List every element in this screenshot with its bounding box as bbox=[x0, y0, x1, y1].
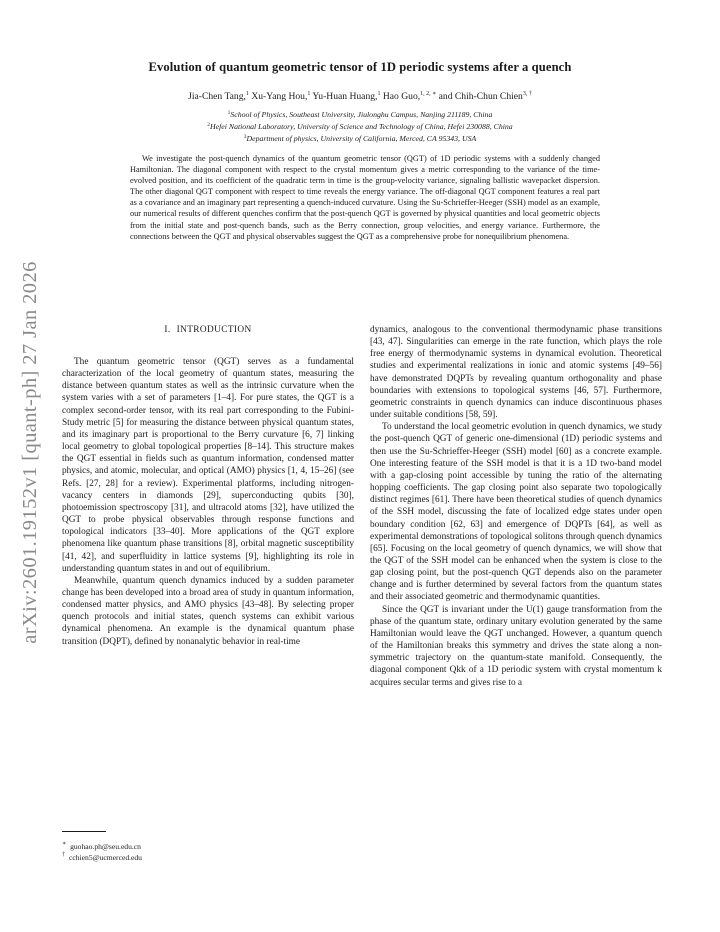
paragraph: Meanwhile, quantum quench dynamics induced by a sudden parameter change has been developed into a broad area of study in quantum information, condensed matter physics, and AMO physics [43–48]. By selecting proper quench protocols and initial states, quench systems can exhibit various dynamical phenomena. An example is the dynamical quantum phase transition (DQPT), defined by nonanalytic behavior in real-time bbox=[62, 575, 354, 647]
right-column bbox=[370, 324, 662, 689]
arxiv-identifier: arXiv:2601.19152v1 [quant-ph] 27 Jan 2026 bbox=[18, 260, 41, 644]
paper-title: Evolution of quantum geometric tensor of 1D periodic systems after a quench bbox=[148, 60, 572, 74]
affiliation: $^2$Hefei National Laboratory, University of Science and Technology of China, Hefei 230088, China bbox=[207, 122, 513, 131]
paragraph: The quantum geometric tensor (QGT) serves as a fundamental characterization of the local geometry of quantum states, measuring the distance between quantum states as well as the intrinsic curvature when the system varies with a set of parameters [1–4]. For pure states, the QGT is a complex second-order tensor, with its real part corresponding to the Fubini-Study metric [5] for measuring the distance between physical quantum states, and its imaginary part is proportional to the Berry curvature [6, 7] linking local geometry to global topological properties [8–14]. This structure makes the QGT essential in fields such as quantum information, condensed matter physics, and atomic, molecular, and optical (AMO) physics [1, 4, 15–26] (see Refs. [27, 28] for a review). Experimental platforms, including nitrogen-vacancy centers in diamonds [29], superconducting qubits [30], photoemission spectroscopy [31], and ultracold atoms [32], have utilized the QGT to probe physical observables through response functions and topological indicators [33–40]. More applications of the QGT explore phenomena like quantum phase transitions [8], orbital magnetic susceptibility [41, 42], and superfluidity in lattice systems [9], highlighting its role in understanding quantum states in and out of equilibrium. bbox=[62, 357, 354, 574]
left-column bbox=[62, 324, 354, 648]
author: Yu-Huan Huang,$^1$ bbox=[312, 91, 381, 102]
paragraph: Since the QGT is invariant under the U(1) gauge transformation from the phase of the quantum state, ordinary unitary evolution generated by the same Hamiltonian would leave the QGT unchanged. However, a quantum quench of the Hamiltonian breaks this symmetry and drives the state along a non-symmetric trajectory on the quantum-state manifold. Consequently, the diagonal component Qkk of a 1D periodic system with crystal momentum k acquires secular terms and gives rise to a bbox=[370, 604, 662, 688]
footnote: ∗ guohao.ph@seu.edu.cn bbox=[62, 841, 141, 851]
affiliation: $^1$School of Physics, Southeast University, Jiulonghu Campus, Nanjing 211189, China bbox=[227, 110, 493, 119]
author: and Chih-Chun Chien$^{3, \dagger}$ bbox=[438, 91, 532, 102]
abstract: We investigate the post-quench dynamics of the quantum geometric tensor (QGT) of 1D periodic systems with a suddenly changed Hamiltonian. The diagonal component with respect to the crystal momentum gives a metric corresponding to the variance of the time-evolved position, and its coefficient of the quadratic term in time is the group-velocity variance, signaling ballistic wavepacket dispersion. The other diagonal QGT component with respect to time reveals the energy variance. The off-diagonal QGT component features a real part as a covariance and an imaginary part representing a quench-induced curvature. Using the Su-Schrieffer-Heeger (SSH) model as an example, our numerical results of different quenches confirm that the post-quench QGT is governed by physical quantities and local geometric objects from the initial state and post-quench bands, such as the Berry connection, group velocities, and energy variance. Furthermore, the connections between the QGT and physical observables suggest the QGT as a comprehensive probe for nonequilibrium phenomena. bbox=[130, 154, 600, 241]
arxiv-identifier-stamp bbox=[2, 248, 58, 656]
footnote: † cchien5@ucmerced.edu bbox=[62, 852, 142, 862]
author-list bbox=[60, 91, 660, 102]
author: Jia-Chen Tang,$^1$ bbox=[188, 91, 249, 102]
author: Xu-Yang Hou,$^1$ bbox=[251, 91, 311, 102]
affiliation: $^3$Department of physics, University of California, Merced, CA 95343, USA bbox=[243, 134, 477, 143]
paragraph: To understand the local geometric evolution in quench dynamics, we study the post-quench QGT of generic one-dimensional (1D) periodic systems and then use the Su-Schrieffer-Heeger (SSH) model [60] as a concrete example. One interesting feature of the SSH model is that it is a 1D two-band model with a gap-closing point accessible by tuning the ratio of the alternating hopping coefficients. The gap closing point also separate two topologically distinct regimes [61]. There have been theoretical studies of quench dynamics of the SSH model, discussing the fate of localized edge states under open boundary condition [62, 63] and emergence of DQPTs [64], as well as experimental demonstrations of topological solitons through quench dynamics [65]. Focusing on the local geometry of quench dynamics, we will show that the QGT of the SSH model can be enhanced when the system is close to the gap closing point, but the post-quench QGT depends also on the parameter change and is further determined by several factors from the quantum states and their associated geometric and thermodynamic quantities. bbox=[370, 422, 662, 603]
paragraph: dynamics, analogous to the conventional thermodynamic phase transitions [43, 47]. Singularities can emerge in the rate function, which plays the role free energy of thermodynamic systems in dynamical evolution. Theoretical studies and experimental realizations in ionic and atomic systems [49–56] have demonstrated DQPTs by revealing quantum orthogonality and phase boundaries with extensions to topological systems [46, 57]. Furthermore, geometric constraints in quench dynamics can induce discontinuous phases under suitable conditions [58, 59]. bbox=[370, 325, 662, 421]
footnote-rule bbox=[62, 831, 106, 832]
author: Hao Guo,$^{1, 2, ∗}$ bbox=[382, 91, 437, 102]
section-heading: I. INTRODUCTION bbox=[164, 325, 252, 335]
